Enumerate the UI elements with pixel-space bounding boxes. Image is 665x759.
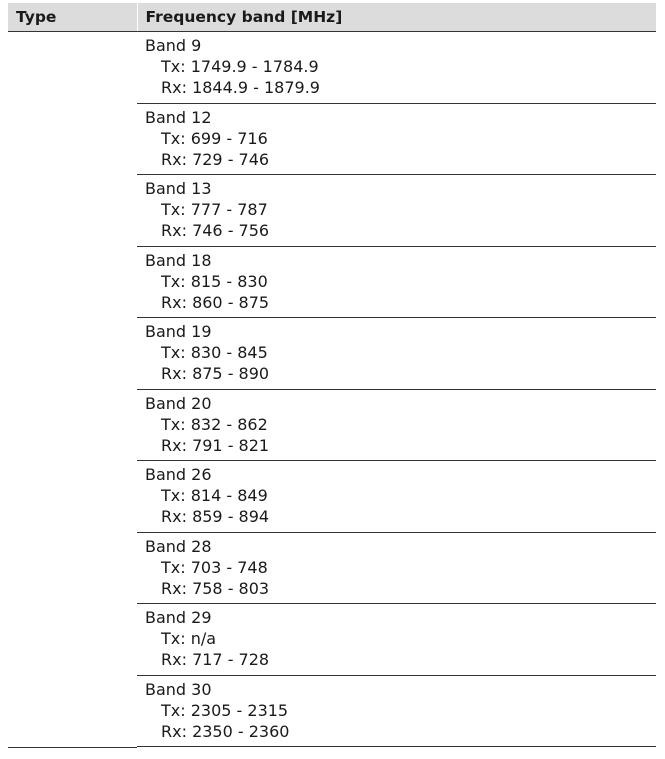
band-tx-range: Tx: 815 - 830 [161,271,268,291]
band-entry [137,533,656,605]
frequency-band-cell [137,32,656,748]
band-tx-range: Tx: 703 - 748 [161,557,268,577]
band-entry [137,32,656,104]
table-header-row [8,3,656,32]
band-entry [137,390,656,462]
band-name: Band 29 [145,608,212,627]
band-rx-range: Rx: 717 - 728 [161,650,270,669]
band-rx-range: Rx: 859 - 894 [161,507,270,526]
band-name: Band 30 [145,679,212,699]
band-name: Band 28 [145,536,212,556]
band-name: Band 12 [145,107,212,127]
band-name: Band 26 [145,465,212,484]
band-entry [137,461,656,533]
type-column-header: Type [8,3,137,32]
band-tx-range: Tx: 777 - 787 [161,200,268,219]
band-rx-range: Rx: 2350 - 2360 [161,721,290,741]
band-tx-range: Tx: n/a [161,629,217,648]
band-rx-range: Rx: 860 - 875 [161,292,270,312]
band-entry [137,676,656,748]
band-rx-range: Rx: 746 - 756 [161,221,270,240]
band-entry [137,247,656,319]
frequency-band-column-header: Frequency band [MHz] [137,3,656,32]
band-name: Band 9 [145,36,202,55]
band-tx-range: Tx: 1749.9 - 1784.9 [161,57,319,76]
band-rx-range: Rx: 875 - 890 [161,364,270,383]
band-rx-range: Rx: 758 - 803 [161,578,270,598]
band-tx-range: Tx: 830 - 845 [161,343,268,362]
band-entry [137,104,656,176]
band-rx-range: Rx: 1844.9 - 1879.9 [161,78,320,97]
band-entry [137,175,656,247]
band-entry [137,318,656,390]
band-name: Band 18 [145,250,212,270]
band-rx-range: Rx: 729 - 746 [161,149,270,169]
band-tx-range: Tx: 699 - 716 [161,128,268,148]
band-tx-range: Tx: 814 - 849 [161,486,268,505]
band-tx-range: Tx: 2305 - 2315 [161,700,289,720]
band-entry [137,604,656,676]
band-name: Band 20 [145,393,212,413]
band-rx-range: Rx: 791 - 821 [161,435,270,455]
band-tx-range: Tx: 832 - 862 [161,414,268,434]
type-cell [8,32,137,748]
band-name: Band 13 [145,179,212,198]
band-name: Band 19 [145,322,212,341]
table-row [8,32,656,748]
frequency-band-table [8,3,656,748]
